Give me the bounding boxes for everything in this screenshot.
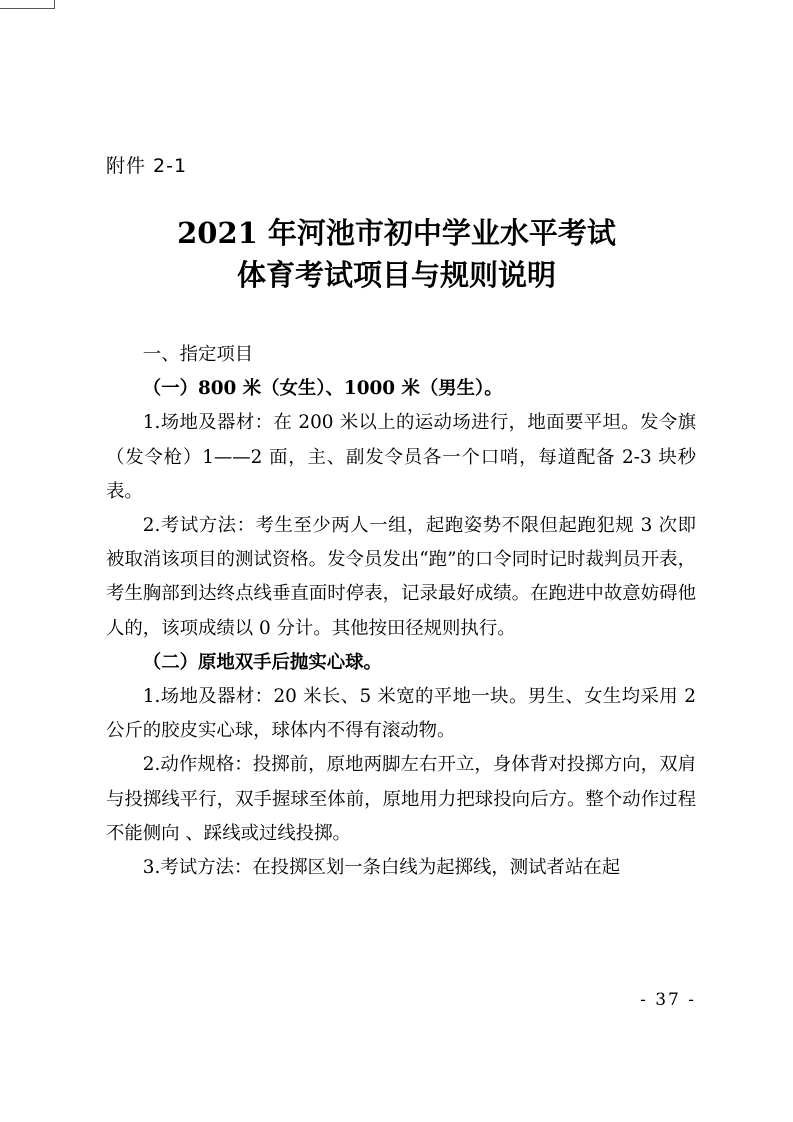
subsection-heading: （一）800 米（女生）、1000 米（男生）。 [142,378,503,400]
corner-frame [0,0,55,9]
title-line-1: 2021 年河池市初中学业水平考试 [177,216,616,250]
subsection-heading: （二）原地双手后抛实心球。 [142,651,382,673]
paragraph: 1.场地及器材：20 米长、5 米宽的平地一块。男生、女生均采用 2 公斤的胶皮实心球，球体内不得有滚动物。 [106,686,696,742]
paragraph: 2.动作规格：投掷前，原地两脚左右开立，身体背对投掷方向，双肩与投掷线平行，双手握球至体前，原地用力把球投向后方。整个动作过程不能侧向 、踩线或过线投掷。 [106,754,696,844]
paragraph: 2.考试方法：考生至少两人一组，起跑姿势不限但起跑犯规 3 次即被取消该项目的测试资格。发令员发出“跑”的口令同时记时裁判员开表，考生胸部到达终点线垂直面时停表，记录最好成绩。在跑进中故意妨碍他人的，该项成绩以 0 分计。其他按田径规则执行。 [106,515,696,639]
paragraph: 1.场地及器材：在 200 米以上的运动场进行，地面要平坦。发令旗（发令枪）1——2 面，主、副发令员各一个口哨，每道配备 2-3 块秒表。 [106,412,696,502]
section-heading: 一、指定项目 [142,344,254,365]
document-title [0,212,793,296]
document-body [106,338,696,885]
attachment-label: 附件 2-1 [106,155,188,177]
title-line-2: 体育考试项目与规则说明 [236,258,556,292]
page-number: - 37 - [640,990,696,1010]
paragraph: 3.考试方法：在投掷区划一条白线为起掷线，测试者站在起 [142,857,621,879]
